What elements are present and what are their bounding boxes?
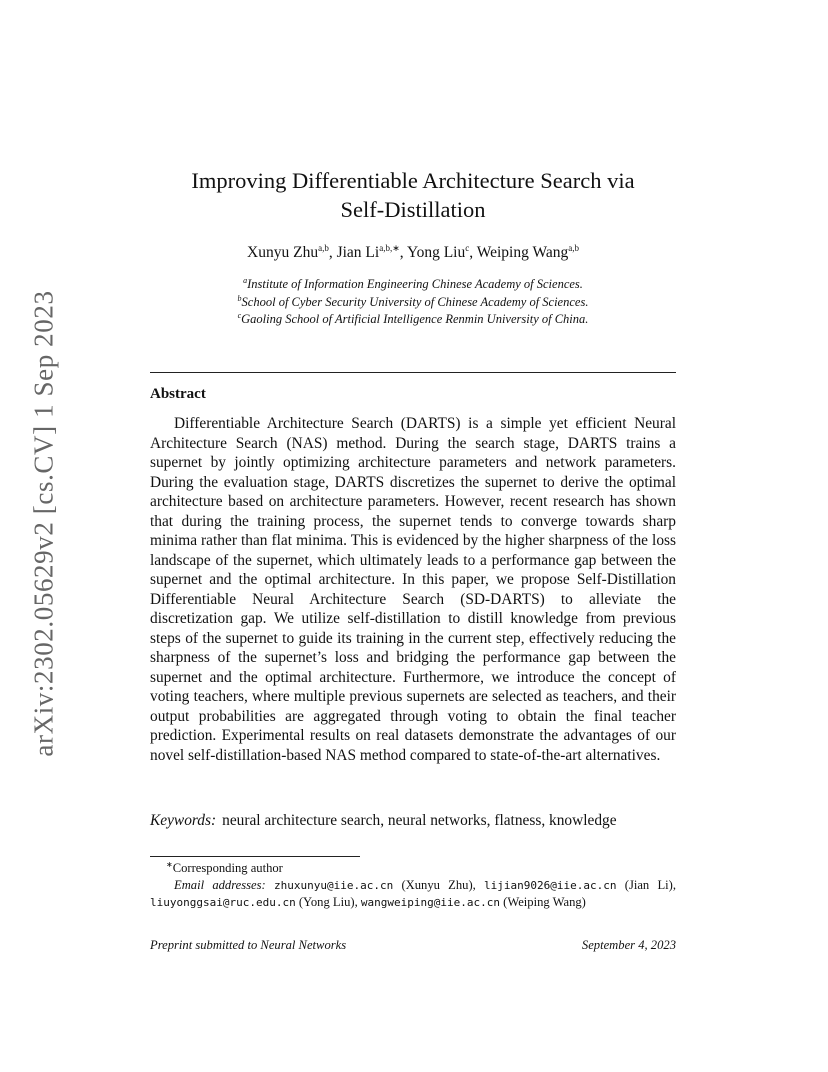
author-name: Yong Liu [406,244,466,261]
affiliation-mark: c [237,311,242,320]
author-list [150,244,676,262]
affiliation [150,311,676,329]
author-separator: , [328,244,337,261]
affiliation [150,276,676,294]
corresponding-author-note [150,860,676,877]
title-line-2: Self-Distillation [340,197,486,222]
email-entry [274,878,484,892]
footnote-divider [150,856,360,857]
email-separator: , [472,878,485,892]
email-separator: , [672,878,677,892]
author-separator: , [399,244,407,261]
footnote [150,860,676,911]
author-affil-mark: a,b [318,243,329,253]
email-owner: (Jian Li) [624,878,673,892]
arxiv-side-identifier [20,289,68,757]
email-entry [484,878,676,892]
affiliation-mark: b [237,293,242,303]
email-owner: (Xunyu Zhu) [401,878,473,892]
affiliation [150,294,676,312]
email-address[interactable]: lijian9026@iie.ac.cn [484,879,617,892]
header-divider [150,372,676,373]
affiliation-mark: a [243,276,248,285]
author-name: Jian Li [336,244,380,261]
author-affil-mark: c [465,243,470,253]
preprint-footer [150,938,676,953]
email-label: Email addresses: [174,878,266,892]
arxiv-identifier-text: arXiv:2302.05629v2 [cs.CV] 1 Sep 2023 [28,289,59,757]
author [477,244,579,261]
keywords-label: Keywords: [150,812,217,829]
preprint-date: September 4, 2023 [581,938,676,952]
author-name: Xunyu Zhu [247,244,319,261]
email-address[interactable]: liuyonggsai@ruc.edu.cn [150,896,296,909]
email-address[interactable]: zhuxunyu@iie.ac.cn [273,879,394,892]
affiliation-list [150,276,676,329]
keywords-text: neural architecture search, neural networks, flatness, knowledge [222,812,617,829]
author-name: Weiping Wang [476,244,569,261]
email-owner: (Yong Liu) [298,895,355,909]
author [337,244,407,261]
email-owner: (Weiping Wang) [503,895,586,909]
abstract-heading: Abstract [150,386,206,402]
email-addresses [150,877,676,911]
author-separator: , [469,244,477,261]
author [407,244,477,261]
affiliation-text: School of Cyber Security University of Chinese Academy of Sciences. [241,294,589,309]
email-entry [361,895,586,909]
email-separator: , [354,895,361,909]
affiliation-text: Institute of Information Engineering Chinese Academy of Sciences. [247,277,583,291]
preprint-venue: Preprint submitted to Neural Networks [150,938,347,952]
author [247,244,337,261]
paper-title [150,166,676,224]
abstract-text: Differentiable Architecture Search (DARTS) is a simple yet efficient Neural Architecture Search (NAS) method. During the search stage, DARTS trains a supernet by jointly optimizing architecture parameters and network parameters. During the evaluation stage, DARTS discretizes the supernet to derive the optimal architecture based on architecture parameters. However, recent research has shown that during the training process, the supernet tends to converge towards sharp minima rather than flat minima. This is evidenced by the higher sharpness of the loss landscape of the supernet, which ultimately leads to a performance gap between the supernet and the optimal architecture. In this paper, we propose Self-Distillation Differentiable Neural Architecture Search (SD-DARTS) to alleviate the discretization gap. We utilize self-distillation to distill knowledge from previous steps of the supernet to guide its training in the current step, effectively reducing the sharpness of the supernet’s loss and bridging the performance gap between the supernet and the optimal architecture. Furthermore, we introduce the concept of voting teachers, where multiple previous supernets are selected as teachers, and their output probabilities are aggregated through voting to obtain the final teacher prediction. Experimental results on real datasets demonstrate the advantages of our novel self-distillation-based NAS method compared to state-of-the-art alternatives. [150,415,676,764]
affiliation-text: Gaoling School of Artificial Intelligence Renmin University of China. [241,312,589,326]
keywords-line [150,811,676,831]
corresponding-mark: ∗ [166,860,173,869]
email-entry [150,895,361,909]
email-address[interactable]: wangweiping@iie.ac.cn [360,896,500,909]
title-line-1: Improving Differentiable Architecture Search via [191,168,635,193]
author-affil-mark: a,b [568,243,579,253]
author-affil-mark: a,b,∗ [379,243,400,253]
corresponding-text: Corresponding author [172,861,283,875]
